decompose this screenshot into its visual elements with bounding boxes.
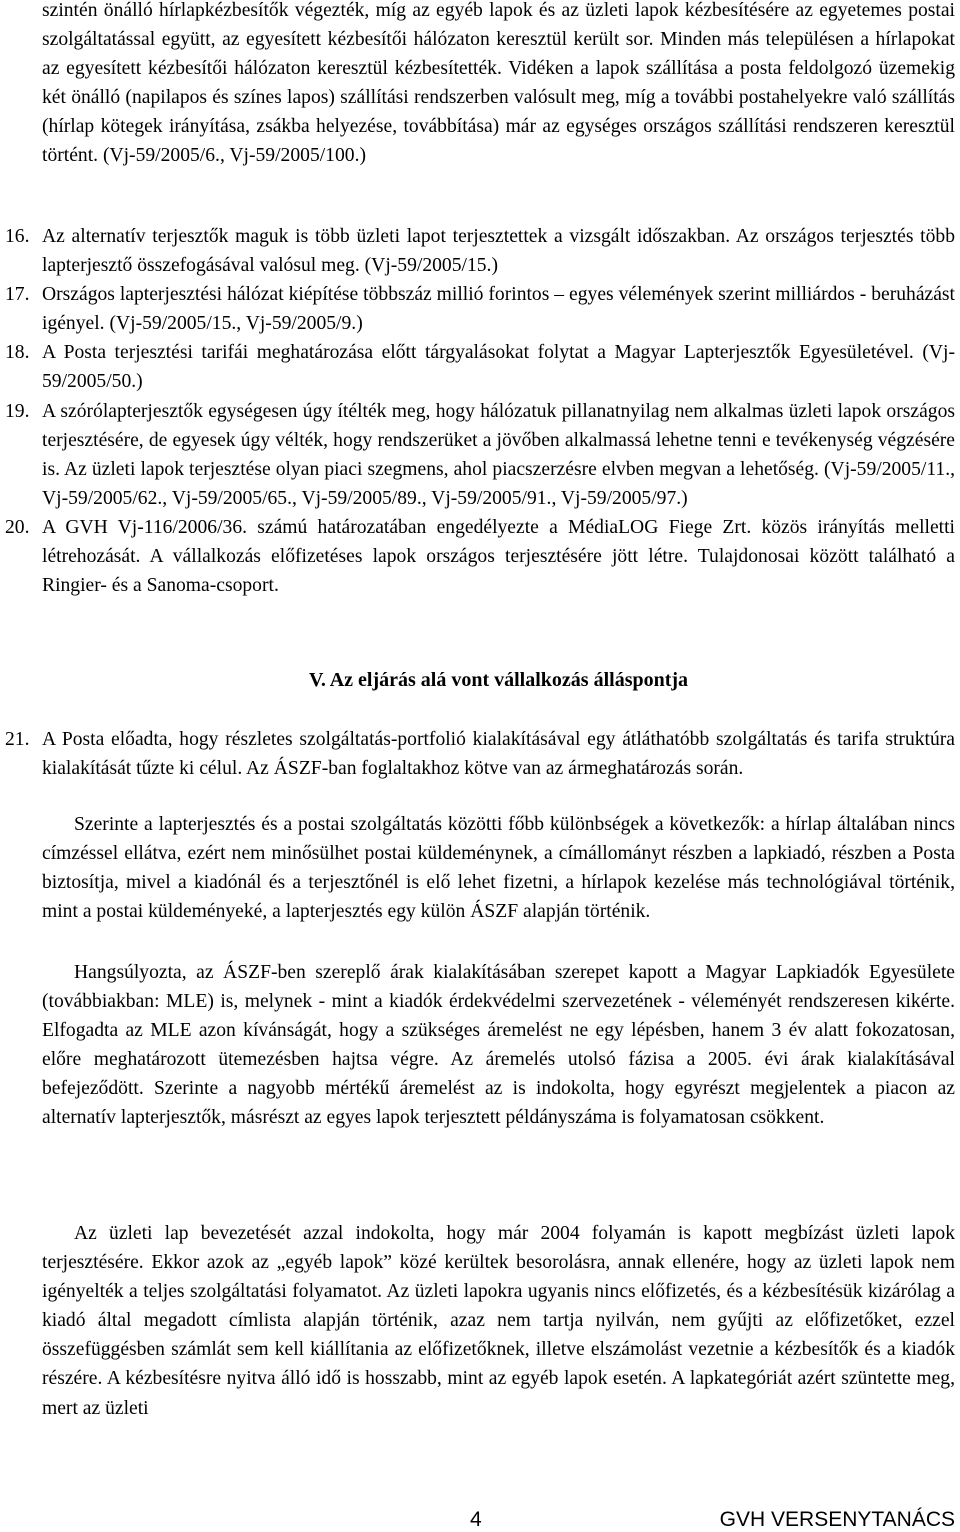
list-item-17 (0, 280, 955, 338)
paragraph-business-paper: Az üzleti lap bevezetését azzal indokolta, hogy már 2004 folyamán is kapott megbízást üzleti lapok terjesztésére. Ekkor azok az „egyéb lapok” közé kerültek besorolásra, annak ellenére, hogy az üzleti lapok nem igényelték a teljes szolgáltatási folyamatot. Az üzleti lapokra ugyanis nincs előfizetés, és a kézbesítésük kizárólag a kiadó által megadott címlista alapján történik, azaz nem tartja nyilván, nem gyűjti az előfizetőket, ezzel összefüggésben számlát sem kell kiállítania az előfizetőknek, illetve elszámolást vezetnie a kézbesítők és a kiadók részére. A kézbesítésre nyitva álló idő is hosszabb, mint az egyéb lapok esetén. A lapkategóriát azért szüntette meg, mert az üzleti (42, 1223, 955, 1419)
list-item-18 (0, 338, 955, 396)
item-number: 18. (5, 342, 30, 364)
page-number: 4 (470, 1508, 482, 1531)
list-item-16 (0, 222, 955, 280)
item-text: Az alternatív terjesztők maguk is több üzleti lapot terjesztettek a vizsgált időszakban. Az országos terjesztés több lapterjesztő összefogásával valósul meg. (Vj-59/2005/15.) (42, 226, 955, 277)
numbered-list (0, 222, 955, 600)
item-text: A szórólapterjesztők egységesen úgy ítélték meg, hogy hálózatuk pillanatnyilag nem alkalmas üzleti lapok országos terjesztésére, de egyesek úgy vélték, hogy rendszerüket a jövőben alkalmassá lehetne tenni e tevékenység végzésére is. Az üzleti lapok terjesztése olyan piaci szegmens, ahol piacszerzésre elvben megvan a lehetőség. (Vj-59/2005/11., Vj-59/2005/62., Vj-59/2005/65., Vj-59/2005/89., Vj-59/2005/91., Vj-59/2005/97.) (42, 400, 955, 509)
item-number: 16. (5, 226, 30, 247)
item-number: 17. (5, 284, 30, 306)
paragraph-differences: Szerinte a lapterjesztés és a postai szolgáltatás közötti főbb különbségek a következők: a hírlap általában nincs címzéssel ellátva, ezért nem minősülhet postai küldeménynek, a címállományt részben a lapkiadó, részben a Posta biztosítja, mivel a kiadónál és a terjesztőnél is elő lehet fizetni, a hírlapok kezelése más technológiával történik, mint a postai küldeményeké, a lapterjesztés egy külön ÁSZF alapján történik. (42, 814, 955, 923)
list-item-20 (0, 513, 955, 600)
section-heading: V. Az eljárás alá vont vállalkozás álláspontja (308, 669, 689, 691)
paragraph-mle: Hangsúlyozta, az ÁSZF-ben szereplő árak kialakításában szerepet kapott a Magyar Lapkiadók Egyesülete (továbbiakban: MLE) is, melynek - mint a kiadók érdekvédelmi szervezetének - véleményét rendszeresen kikérte. Elfogadta az MLE azon kívánságát, hogy a szükséges áremelést ne egy lépésben, hanem 3 év alatt fokozatosan, előre meghatározott ütemezésben hajtsa végre. Az áremelés utolsó fázisa a 2005. évi árak kialakításával befejeződött. Szerinte a nagyobb mértékű áremelést az is indokolta, hogy egyrészt megjelentek a piacon az alternatív lapterjesztők, másrészt az egyes lapok terjesztett példányszáma is folyamatosan csökkent. (42, 962, 955, 1129)
continuation-paragraph (42, 0, 955, 171)
list-item-19 (0, 397, 955, 513)
list-item (0, 725, 955, 783)
item-number: 21. (5, 729, 30, 750)
continuation-text: szintén önálló hírlapkézbesítők végezték, míg az egyéb lapok és az üzleti lapok kézbesítésére az egyetemes postai szolgáltatással együtt, az egyesített kézbesítői hálózaton keresztül került sor. Minden más településen a hírlapokat az egyesített kézbesítői hálózaton keresztül kézbesítették. Vidéken a lapok szállítása a posta feldolgozó üzemekig két önálló (napilapos és színes lapos) szállítási rendszerben valósult meg, míg a további postahelyekre való szállítás (hírlap kötegek irányítása, zsákba helyezése, továbbítása) már az egységes országos szállítási rendszeren keresztül történt. (Vj-59/2005/6., Vj-59/2005/100.) (42, 0, 955, 167)
list-item-21 (0, 725, 955, 783)
item-text: Országos lapterjesztési hálózat kiépítése többszáz millió forintos – egyes vélemények szerint milliárdos - beruházást igényel. (Vj-59/2005/15., Vj-59/2005/9.) (42, 284, 955, 335)
item-number: 20. (5, 516, 30, 538)
item-text: A Posta előadta, hogy részletes szolgáltatás-portfolió kialakításával egy átláthatóbb szolgáltatás és tarifa struktúra kialakítását tűzte ki célul. Az ÁSZF-ban foglaltakhoz kötve van az ármeghatározás során. (42, 729, 955, 780)
item-number: 19. (5, 400, 30, 422)
item-text: A Posta terjesztési tarifái meghatározása előtt tárgyalásokat folytat a Magyar Lapterjesztők Egyesületével. (Vj-59/2005/50.) (42, 342, 955, 393)
footer-organization: GVH VERSENYTANÁCS (719, 1508, 955, 1531)
item-text: A GVH Vj-116/2006/36. számú határozatában engedélyezte a MédiaLOG Fiege Zrt. közös irányítás melletti létrehozását. A vállalkozás előfizetéses lapok országos terjesztésére jött létre. Tulajdonosai között található a Ringier- és a Sanoma-csoport. (42, 516, 955, 597)
